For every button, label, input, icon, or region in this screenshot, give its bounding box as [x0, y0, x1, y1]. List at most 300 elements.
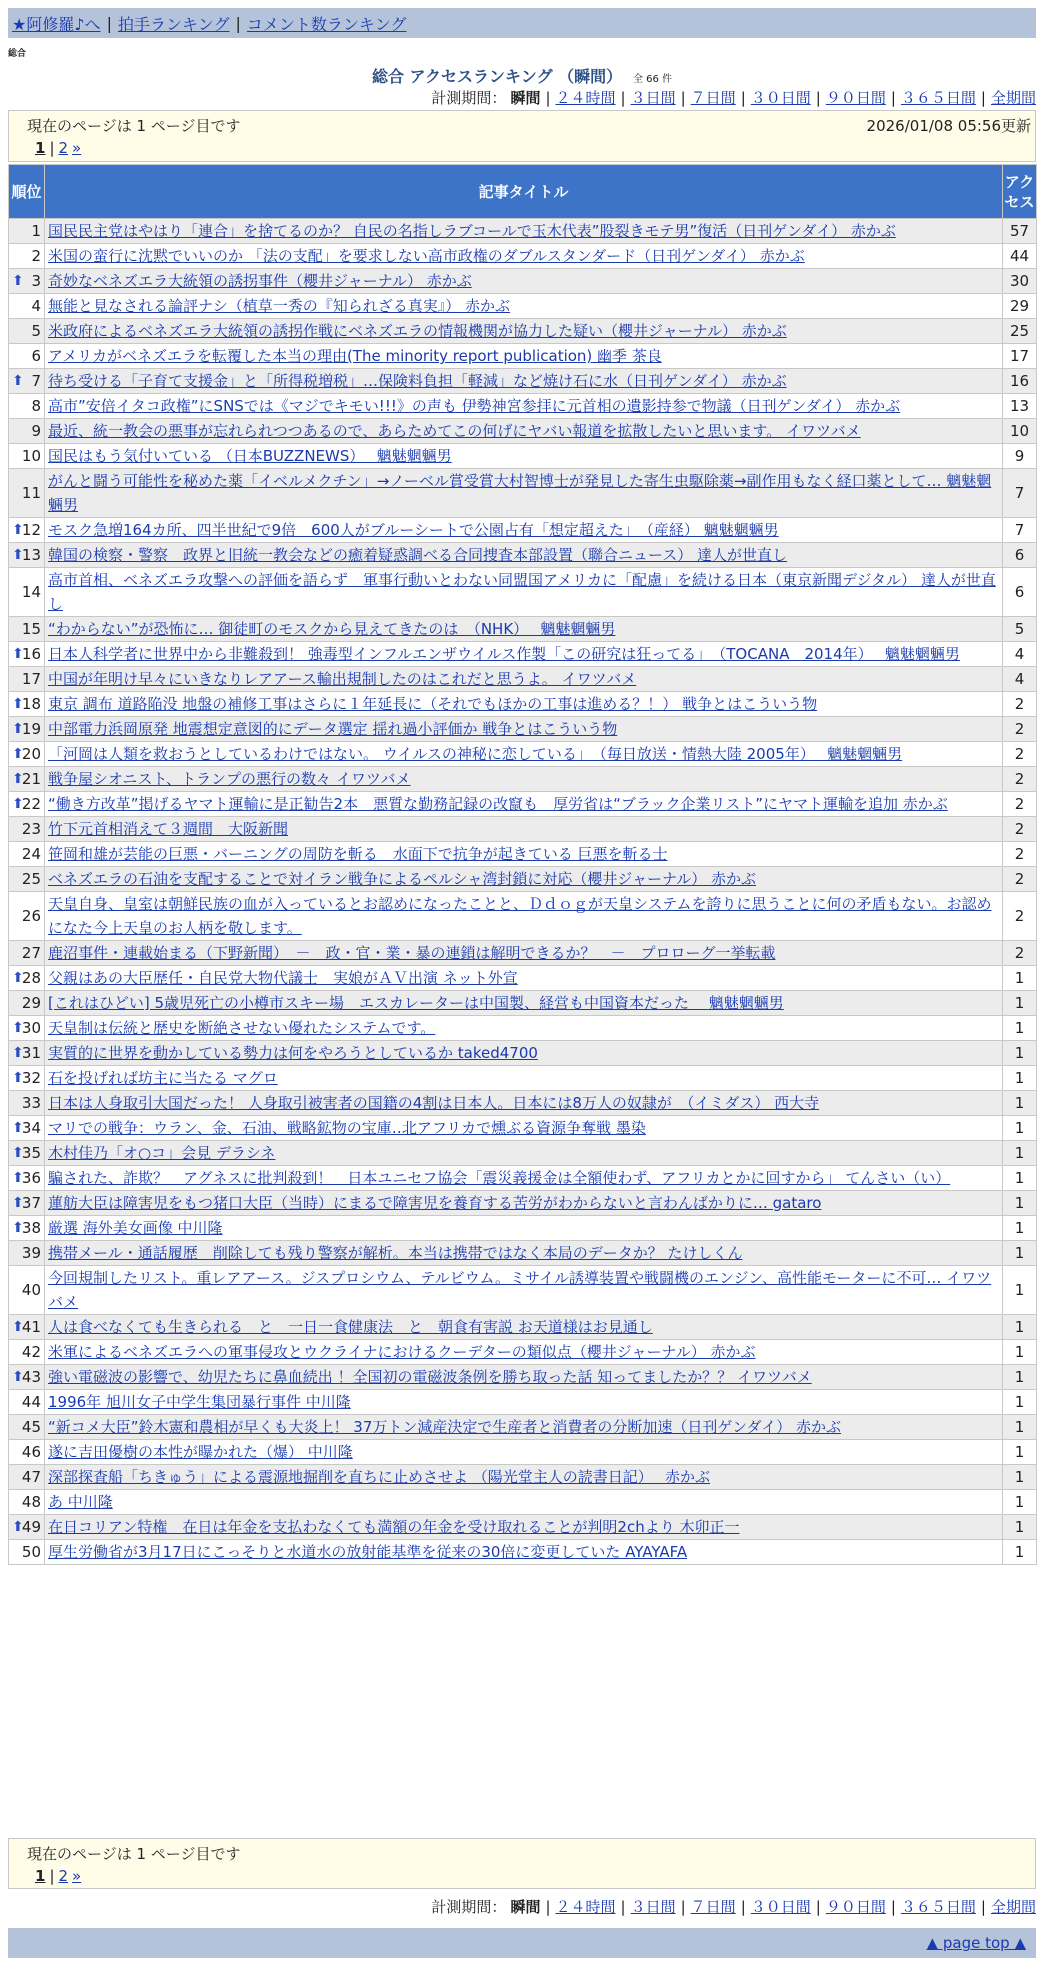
access-count: 1	[1003, 1216, 1037, 1241]
rank-up-arrow-icon: ⬆	[12, 522, 24, 538]
rank-up-arrow-icon: ⬆	[12, 696, 24, 712]
rank-cell	[9, 394, 45, 419]
title-cell	[45, 867, 1003, 892]
applause-ranking-link[interactable]: 拍手ランキング	[117, 14, 230, 34]
article-title-link[interactable]: 人は食べなくても生きられる と 一日一食健康法 と 朝食有害説 お天道様はお見通し	[48, 1318, 653, 1336]
access-count: 1	[1003, 1041, 1037, 1066]
table-row	[9, 419, 1037, 444]
rank-cell	[9, 1116, 45, 1141]
rank-cell	[9, 667, 45, 692]
article-title-link[interactable]: 奇妙なベネズエラ大統領の誘拐事件（櫻井ジャーナル） 赤かぶ	[48, 272, 472, 290]
page-info-top	[8, 110, 1036, 162]
rank-cell	[9, 1440, 45, 1465]
rank-number: 26	[21, 907, 41, 925]
rank-number: 24	[21, 845, 41, 863]
table-row	[9, 369, 1037, 394]
rank-cell	[9, 1465, 45, 1490]
rank-cell	[9, 817, 45, 842]
article-title-link[interactable]: がんと闘う可能性を秘めた薬「イベルメクチン」→ノーベル賞受賞大村智博士が発見した寄生虫駆除薬→副作用もなく経口薬として… 魑魅魍魎男	[48, 472, 992, 514]
article-title-link[interactable]: 無能と見なされる論評ナシ（植草一秀の『知られざる真実』） 赤かぶ	[48, 297, 510, 315]
table-row	[9, 219, 1037, 244]
rank-cell	[9, 842, 45, 867]
access-count: 29	[1003, 294, 1037, 319]
article-title-link[interactable]: 今回規制したリスト。重レアアース。ジスプロシウム、テルビウム。ミサイル誘導装置や戦闘機のエンジン、高性能モーターに不可… イワツバメ	[48, 1269, 992, 1311]
title-cell	[45, 667, 1003, 692]
rank-number: 36	[21, 1169, 41, 1187]
access-count: 2	[1003, 842, 1037, 867]
title-cell	[45, 1191, 1003, 1216]
access-count: 1	[1003, 966, 1037, 991]
article-title-link[interactable]: “新コメ大臣”鈴木憲和農相が早くも大炎上！ 37万トン減産決定で生産者と消費者の分断加速（日刊ゲンダイ） 赤かぶ	[48, 1418, 841, 1436]
article-title-link[interactable]: 日本人科学者に世界中から非難殺到！ 強毒型インフルエンザウイルス作製「この研究は狂ってる」 （TOCANA 2014年） 魑魅魍魎男	[48, 645, 960, 663]
article-title-link[interactable]: 中部電力浜岡原発 地震想定意図的にデータ選定 揺れ過小評価か 戦争とはこういう物	[48, 720, 618, 738]
rank-number: 12	[21, 521, 41, 539]
period-365d-link[interactable]: ３６５日間	[900, 1898, 976, 1916]
rank-number: 37	[21, 1194, 41, 1212]
table-row	[9, 692, 1037, 717]
rank-cell	[9, 1041, 45, 1066]
access-count: 1	[1003, 1440, 1037, 1465]
access-count: 1	[1003, 1241, 1037, 1266]
access-count: 2	[1003, 817, 1037, 842]
article-title-link[interactable]: 携帯メール・通話履歴 削除しても残り警察が解析。本当は携帯ではなく本局のデータか？ たけしくん	[48, 1244, 743, 1262]
rank-cell	[9, 617, 45, 642]
rank-cell	[9, 1390, 45, 1415]
rank-cell	[9, 717, 45, 742]
rank-cell	[9, 1166, 45, 1191]
title-cell	[45, 1465, 1003, 1490]
title-cell	[45, 543, 1003, 568]
period-label: 計測期間：	[431, 89, 507, 107]
title-cell	[45, 966, 1003, 991]
access-count: 6	[1003, 543, 1037, 568]
rank-number: 46	[21, 1443, 41, 1461]
rank-number: 2	[31, 247, 41, 265]
pager-page-2[interactable]: 2	[58, 139, 69, 157]
title-cell	[45, 717, 1003, 742]
rank-cell	[9, 1515, 45, 1540]
access-count: 5	[1003, 617, 1037, 642]
title-cell	[45, 1440, 1003, 1465]
rank-cell	[9, 1066, 45, 1091]
table-row	[9, 1365, 1037, 1390]
rank-cell	[9, 1191, 45, 1216]
period-7d-link[interactable]: ７日間	[690, 1898, 736, 1916]
rank-number: 44	[21, 1393, 41, 1411]
access-count: 16	[1003, 369, 1037, 394]
access-count: 1	[1003, 1116, 1037, 1141]
rank-number: 20	[21, 745, 41, 763]
table-row	[9, 1465, 1037, 1490]
updated-time: 2026/01/08 05:56更新	[866, 116, 1031, 135]
rank-number: 7	[31, 372, 41, 390]
article-title-link[interactable]: 「河岡は人類を救おうとしているわけではない。 ウイルスの神秘に恋している」 （毎日放送・情熱大陸 2005年） 魑魅魍魎男	[48, 745, 903, 763]
article-title-link[interactable]: 東京 調布 道路陥没 地盤の補修工事はさらに１年延長に（それでもほかの工事は進める？！） 戦争とはこういう物	[48, 695, 818, 713]
table-row	[9, 667, 1037, 692]
article-title-link[interactable]: 待ち受ける「子育て支援金」と「所得税増税」…保険料負担「軽減」など焼け石に水（日刊ゲンダイ） 赤かぶ	[48, 372, 787, 390]
title-cell	[45, 394, 1003, 419]
rank-number: 18	[21, 695, 41, 713]
ranking-body	[9, 219, 1037, 1565]
title-cell	[45, 1365, 1003, 1390]
article-title-link[interactable]: 中国が年明け早々にいきなりレアアース輸出規制したのはこれだと思うよ。 イワツバメ	[48, 670, 637, 688]
table-row	[9, 717, 1037, 742]
article-title-link[interactable]: “わからない”が恐怖に… 御徒町のモスクから見えてきたのは （NHK） 魑魅魍魎男	[48, 620, 616, 638]
article-title-link[interactable]: 石を投げれば坊主に当たる マグロ	[48, 1069, 278, 1087]
table-row	[9, 817, 1037, 842]
article-title-link[interactable]: “働き方改革”掲げるヤマト運輸に是正勧告2本 悪質な勤務記録の改竄も 厚労省は“ブラック企業リスト”にヤマト運輸を追加 赤かぶ	[48, 795, 948, 813]
rank-cell	[9, 1365, 45, 1390]
table-row	[9, 1016, 1037, 1041]
title-cell	[45, 1390, 1003, 1415]
table-row	[9, 1440, 1037, 1465]
title-cell	[45, 991, 1003, 1016]
rank-cell	[9, 991, 45, 1016]
article-title-link[interactable]: 天皇制は伝統と歴史を断絶させない優れたシステムです。	[48, 1019, 436, 1037]
title-cell	[45, 469, 1003, 518]
table-row	[9, 543, 1037, 568]
access-count: 4	[1003, 667, 1037, 692]
rank-cell	[9, 892, 45, 941]
rank-cell	[9, 1540, 45, 1565]
article-title-link[interactable]: 父親はあの大臣歴任・自民党大物代議士 実娘がＡＶ出演 ネット外宣	[48, 969, 518, 987]
item-count: 全 66 件	[632, 74, 673, 85]
rank-cell	[9, 269, 45, 294]
page-top-link[interactable]: ▲ page top ▲	[926, 1934, 1026, 1952]
table-row	[9, 1390, 1037, 1415]
article-title-link[interactable]: 韓国の検察・警察 政界と旧統一教会などの癒着疑惑調べる合同捜査本部設置（聯合ニュース） 達人が世直し	[48, 546, 788, 564]
table-row	[9, 1515, 1037, 1540]
rank-number: 5	[31, 322, 41, 340]
access-count: 25	[1003, 319, 1037, 344]
article-title-link[interactable]: [これはひどい] 5歳児死亡の小樽市スキー場 エスカレーターは中国製、経営も中国資本だった 魑魅魍魎男	[48, 994, 784, 1012]
rank-number: 34	[21, 1119, 41, 1137]
access-count: 1	[1003, 1465, 1037, 1490]
article-title-link[interactable]: 笹岡和雄が芸能の巨悪・バーニングの周防を斬る 水面下で抗争が起きている 巨悪を斬る士	[48, 845, 668, 863]
header-access: アクセス	[1003, 165, 1037, 219]
article-title-link[interactable]: 鹿沼事件・連載始まる（下野新聞） － 政・官・業・暴の連鎖は解明できるか？ － プロローグ一挙転載	[48, 944, 776, 962]
rank-cell	[9, 469, 45, 518]
pager-page-2[interactable]: 2	[58, 1867, 69, 1885]
table-row	[9, 1340, 1037, 1365]
access-count: 1	[1003, 1166, 1037, 1191]
category-label: 総合	[8, 49, 27, 59]
rank-number: 17	[21, 670, 41, 688]
table-row	[9, 792, 1037, 817]
title-cell	[45, 1241, 1003, 1266]
ranking-table	[8, 164, 1037, 1565]
article-title-link[interactable]: 国民民主党はやはり「連合」を捨てるのか？ 自民の名指しラブコールで玉木代表”股裂きモテ男”復活（日刊ゲンダイ） 赤かぶ	[48, 222, 896, 240]
table-row	[9, 1091, 1037, 1116]
rank-number: 14	[21, 583, 41, 601]
period-30d-link[interactable]: ３０日間	[750, 1898, 811, 1916]
article-title-link[interactable]: マリでの戦争：ウラン、金、石油、戦略鉱物の宝庫‥北アフリカで燻ぶる資源争奪戦 墨染	[48, 1119, 646, 1137]
access-count: 44	[1003, 244, 1037, 269]
rank-up-arrow-icon: ⬆	[12, 1195, 24, 1211]
rank-up-arrow-icon: ⬆	[12, 1045, 24, 1061]
title-cell	[45, 742, 1003, 767]
rank-number: 4	[31, 297, 41, 315]
table-row	[9, 617, 1037, 642]
rank-cell	[9, 1091, 45, 1116]
access-count: 2	[1003, 941, 1037, 966]
rank-cell	[9, 1315, 45, 1340]
rank-number: 13	[21, 546, 41, 564]
table-row	[9, 1315, 1037, 1340]
title-cell	[45, 1041, 1003, 1066]
rank-cell	[9, 966, 45, 991]
rank-cell	[9, 941, 45, 966]
period-90d-link[interactable]: ９０日間	[825, 1898, 886, 1916]
table-row	[9, 1266, 1037, 1315]
rank-cell	[9, 319, 45, 344]
rank-cell	[9, 568, 45, 617]
period-30d-link[interactable]: ３０日間	[750, 89, 811, 107]
access-count: 1	[1003, 1141, 1037, 1166]
rank-number: 42	[21, 1343, 41, 1361]
page-status: 現在のページは 1 ページ目です	[27, 1844, 241, 1863]
asyura-home-link[interactable]: ★阿修羅♪へ	[12, 14, 101, 34]
title-cell	[45, 369, 1003, 394]
article-title-link[interactable]: 厚生労働省が3月17日にこっそりと水道水の放射能基準を従来の30倍に変更していた AYAYAFA	[48, 1543, 688, 1561]
title-cell	[45, 767, 1003, 792]
article-title-link[interactable]: 蓮舫大臣は障害児をもつ猪口大臣（当時）にまるで障害児を養育する苦労がわからないと言わんばかりに… gataro	[48, 1194, 822, 1212]
period-24h-link[interactable]: ２４時間	[555, 1898, 616, 1916]
article-title-link[interactable]: 米政府によるベネズエラ大統領の誘拐作戦にベネズエラの情報機関が協力した疑い（櫻井ジャーナル） 赤かぶ	[48, 322, 787, 340]
article-title-link[interactable]: 強い電磁波の影響で、幼児たちに鼻血続出 ！全国初の電磁波条例を勝ち取った話 知ってましたか？？ イワツバメ	[48, 1368, 812, 1386]
table-row	[9, 1191, 1037, 1216]
table-row	[9, 444, 1037, 469]
rank-number: 40	[21, 1281, 41, 1299]
title-cell	[45, 842, 1003, 867]
title-cell	[45, 1016, 1003, 1041]
access-count: 7	[1003, 469, 1037, 518]
header-rank: 順位	[9, 165, 45, 219]
rank-up-arrow-icon: ⬆	[12, 746, 24, 762]
article-title-link[interactable]: 騙された、詐欺？ アグネスに批判殺到！ 日本ユニセフ協会「震災義援金は全額使わず、アフリカとかに回すから」 てんさい（い）	[48, 1169, 951, 1187]
rank-cell	[9, 1415, 45, 1440]
rank-number: 39	[21, 1244, 41, 1262]
rank-up-arrow-icon: ⬆	[12, 1319, 24, 1335]
rank-number: 27	[21, 944, 41, 962]
pager-next[interactable]: »	[72, 1867, 82, 1885]
table-row	[9, 1540, 1037, 1565]
rank-up-arrow-icon: ⬆	[12, 1020, 24, 1036]
rank-number: 22	[21, 795, 41, 813]
article-title-link[interactable]: 厳選 海外美女画像 中川隆	[48, 1219, 223, 1237]
table-row	[9, 344, 1037, 369]
table-row	[9, 469, 1037, 518]
access-count: 1	[1003, 1016, 1037, 1041]
title-cell	[45, 1340, 1003, 1365]
title-cell	[45, 817, 1003, 842]
access-count: 2	[1003, 792, 1037, 817]
title-cell	[45, 444, 1003, 469]
table-row	[9, 269, 1037, 294]
comment-ranking-link[interactable]: コメント数ランキング	[246, 14, 407, 34]
article-title-link[interactable]: ベネズエラの石油を支配することで対イラン戦争によるペルシャ湾封鎖に対応（櫻井ジャーナル） 赤かぶ	[48, 870, 757, 888]
table-row	[9, 1216, 1037, 1241]
article-title-link[interactable]: 在日コリアン特権 在日は年金を支払わなくても満額の年金を受け取れることが判明2chより 木卯正一	[48, 1518, 740, 1536]
article-title-link[interactable]: 天皇自身、皇室は朝鮮民族の血が入っているとお認めになったことと、Ｄｄｏｇが天皇システムを誇りに思うことに何の矛盾もない。お認めになた今上天皇のお人柄を敬します。	[48, 895, 992, 937]
rank-up-arrow-icon: ⬆	[12, 1070, 24, 1086]
period-90d-link[interactable]: ９０日間	[825, 89, 886, 107]
article-title-link[interactable]: モスク急増164カ所、四半世紀で9倍 600人がブルーシートで公園占有「想定超えた」 （産経） 魑魅魍魎男	[48, 521, 779, 539]
article-title-link[interactable]: 日本は人身取引大国だった！ 人身取引被害者の国籍の4割は日本人。日本には8万人の奴隷が （イミダス） 西大寺	[48, 1094, 820, 1112]
access-count: 2	[1003, 742, 1037, 767]
table-row	[9, 319, 1037, 344]
article-title-link[interactable]: 高市”安倍イタコ政権”にSNSでは《マジでキモい!!!》の声も 伊勢神宮参拝に元首相の遺影持参で物議（日刊ゲンダイ） 赤かぶ	[48, 397, 901, 415]
rank-up-arrow-icon: ⬆	[12, 273, 24, 289]
table-row	[9, 244, 1037, 269]
title-cell	[45, 1515, 1003, 1540]
rank-up-arrow-icon: ⬆	[12, 721, 24, 737]
top-navigation	[8, 8, 1036, 38]
page-status: 現在のページは 1 ページ目です	[27, 116, 241, 135]
access-count: 1	[1003, 1540, 1037, 1565]
title-cell	[45, 892, 1003, 941]
article-title-link[interactable]: 米軍によるベネズエラへの軍事侵攻とウクライナにおけるクーデターの類似点（櫻井ジャーナル） 赤かぶ	[48, 1343, 756, 1361]
rank-cell	[9, 219, 45, 244]
rank-number: 48	[21, 1493, 41, 1511]
title-cell	[45, 219, 1003, 244]
table-row	[9, 742, 1037, 767]
access-count: 1	[1003, 1066, 1037, 1091]
period-all-link[interactable]: 全期間	[990, 1898, 1036, 1916]
period-3d-link[interactable]: ３日間	[630, 89, 676, 107]
period-label: 計測期間：	[431, 1898, 507, 1916]
table-row	[9, 842, 1037, 867]
title-cell	[45, 1141, 1003, 1166]
rank-cell	[9, 692, 45, 717]
article-title-link[interactable]: 米国の蛮行に沈黙でいいのか 「法の支配」を要求しない高市政権のダブルスタンダード（日刊ゲンダイ） 赤かぶ	[48, 247, 805, 265]
pager-next[interactable]: »	[72, 139, 82, 157]
access-count: 2	[1003, 692, 1037, 717]
article-title-link[interactable]: 実質的に世界を動かしている勢力は何をやろうとしているか taked4700	[48, 1044, 538, 1062]
rank-number: 9	[31, 422, 41, 440]
article-title-link[interactable]: 遂に吉田優樹の本性が曝かれた（爆） 中川隆	[48, 1443, 353, 1461]
article-title-link[interactable]: 木村佳乃「オ○コ」会見 デラシネ	[48, 1144, 276, 1162]
title-cell	[45, 692, 1003, 717]
rank-number: 23	[21, 820, 41, 838]
title-cell	[45, 1116, 1003, 1141]
rank-cell	[9, 1266, 45, 1315]
table-row	[9, 966, 1037, 991]
article-title-link[interactable]: あ 中川隆	[48, 1493, 113, 1511]
access-count: 2	[1003, 767, 1037, 792]
rank-number: 43	[21, 1368, 41, 1386]
table-row	[9, 1041, 1037, 1066]
rank-number: 50	[21, 1543, 41, 1561]
access-count: 1	[1003, 991, 1037, 1016]
rank-number: 3	[31, 272, 41, 290]
title-cell	[45, 1091, 1003, 1116]
table-row	[9, 1490, 1037, 1515]
rank-number: 29	[21, 994, 41, 1012]
title-cell	[45, 1166, 1003, 1191]
rank-number: 32	[21, 1069, 41, 1087]
title-cell	[45, 319, 1003, 344]
title-cell	[45, 1540, 1003, 1565]
access-count: 1	[1003, 1340, 1037, 1365]
table-row	[9, 1066, 1037, 1091]
period-current: 瞬間	[510, 1898, 541, 1916]
rank-number: 31	[21, 1044, 41, 1062]
article-title-link[interactable]: 高市首相、ベネズエラ攻撃への評価を語らず 軍事行動いとわない同盟国アメリカに「配慮」を続ける日本（東京新聞デジタル） 達人が世直し	[48, 571, 996, 613]
access-count: 1	[1003, 1490, 1037, 1515]
article-title-link[interactable]: 戦争屋シオニスト、トランプの悪行の数々 イワツバメ	[48, 770, 411, 788]
title-cell	[45, 617, 1003, 642]
rank-number: 49	[21, 1518, 41, 1536]
rank-up-arrow-icon: ⬆	[12, 796, 24, 812]
access-count: 9	[1003, 444, 1037, 469]
table-row	[9, 1415, 1037, 1440]
table-row	[9, 867, 1037, 892]
rank-up-arrow-icon: ⬆	[12, 771, 24, 787]
pager-bottom: 1 | 2 »	[35, 1867, 82, 1885]
nav-separator: |	[235, 13, 241, 33]
period-7d-link[interactable]: ７日間	[690, 89, 736, 107]
rank-cell	[9, 419, 45, 444]
rank-number: 35	[21, 1144, 41, 1162]
rank-number: 33	[21, 1094, 41, 1112]
rank-number: 38	[21, 1219, 41, 1237]
rank-cell	[9, 642, 45, 667]
rank-cell	[9, 344, 45, 369]
rank-up-arrow-icon: ⬆	[12, 547, 24, 563]
period-3d-link[interactable]: ３日間	[630, 1898, 676, 1916]
access-count: 1	[1003, 1515, 1037, 1540]
rank-up-arrow-icon: ⬆	[12, 1369, 24, 1385]
access-count: 1	[1003, 1415, 1037, 1440]
access-count: 1	[1003, 1365, 1037, 1390]
period-24h-link[interactable]: ２４時間	[555, 89, 616, 107]
period-365d-link[interactable]: ３６５日間	[900, 89, 976, 107]
article-title-link[interactable]: 1996年 旭川女子中学生集団暴行事件 中川隆	[48, 1393, 351, 1411]
title-cell	[45, 244, 1003, 269]
pager-top: 1 | 2 »	[35, 139, 82, 157]
access-count: 2	[1003, 717, 1037, 742]
article-title-link[interactable]: 国民はもう気付いている （日本BUZZNEWS） 魑魅魍魎男	[48, 447, 452, 465]
rank-cell	[9, 1241, 45, 1266]
table-row	[9, 1116, 1037, 1141]
period-all-link[interactable]: 全期間	[990, 89, 1036, 107]
rank-up-arrow-icon: ⬆	[12, 1120, 24, 1136]
rank-cell	[9, 294, 45, 319]
page-header	[0, 64, 1044, 87]
article-title-link[interactable]: 深部探査船「ちきゅう」による震源地掘削を直ちに止めさせよ （陽光堂主人の読書日記） 赤かぶ	[48, 1468, 711, 1486]
rank-cell	[9, 867, 45, 892]
rank-up-arrow-icon: ⬆	[12, 1170, 24, 1186]
access-count: 1	[1003, 1191, 1037, 1216]
table-row	[9, 1141, 1037, 1166]
rank-cell	[9, 1216, 45, 1241]
article-title-link[interactable]: 最近、統一教会の悪事が忘れられつつあるので、あらためてこの何げにヤバい報道を拡散したいと思います。 イワツバメ	[48, 422, 861, 440]
title-cell	[45, 1216, 1003, 1241]
article-title-link[interactable]: 竹下元首相消えて３週間 大阪新聞	[48, 820, 289, 838]
rank-number: 25	[21, 870, 41, 888]
access-count: 57	[1003, 219, 1037, 244]
footer-bar	[8, 1928, 1036, 1958]
access-count: 30	[1003, 269, 1037, 294]
access-count: 1	[1003, 1091, 1037, 1116]
article-title-link[interactable]: アメリカがベネズエラを転覆した本当の理由(The minority report publication) 幽季 茶良	[48, 347, 662, 365]
table-row	[9, 394, 1037, 419]
rank-cell	[9, 1141, 45, 1166]
title-cell	[45, 344, 1003, 369]
rank-number: 16	[21, 645, 41, 663]
rank-number: 1	[31, 222, 41, 240]
